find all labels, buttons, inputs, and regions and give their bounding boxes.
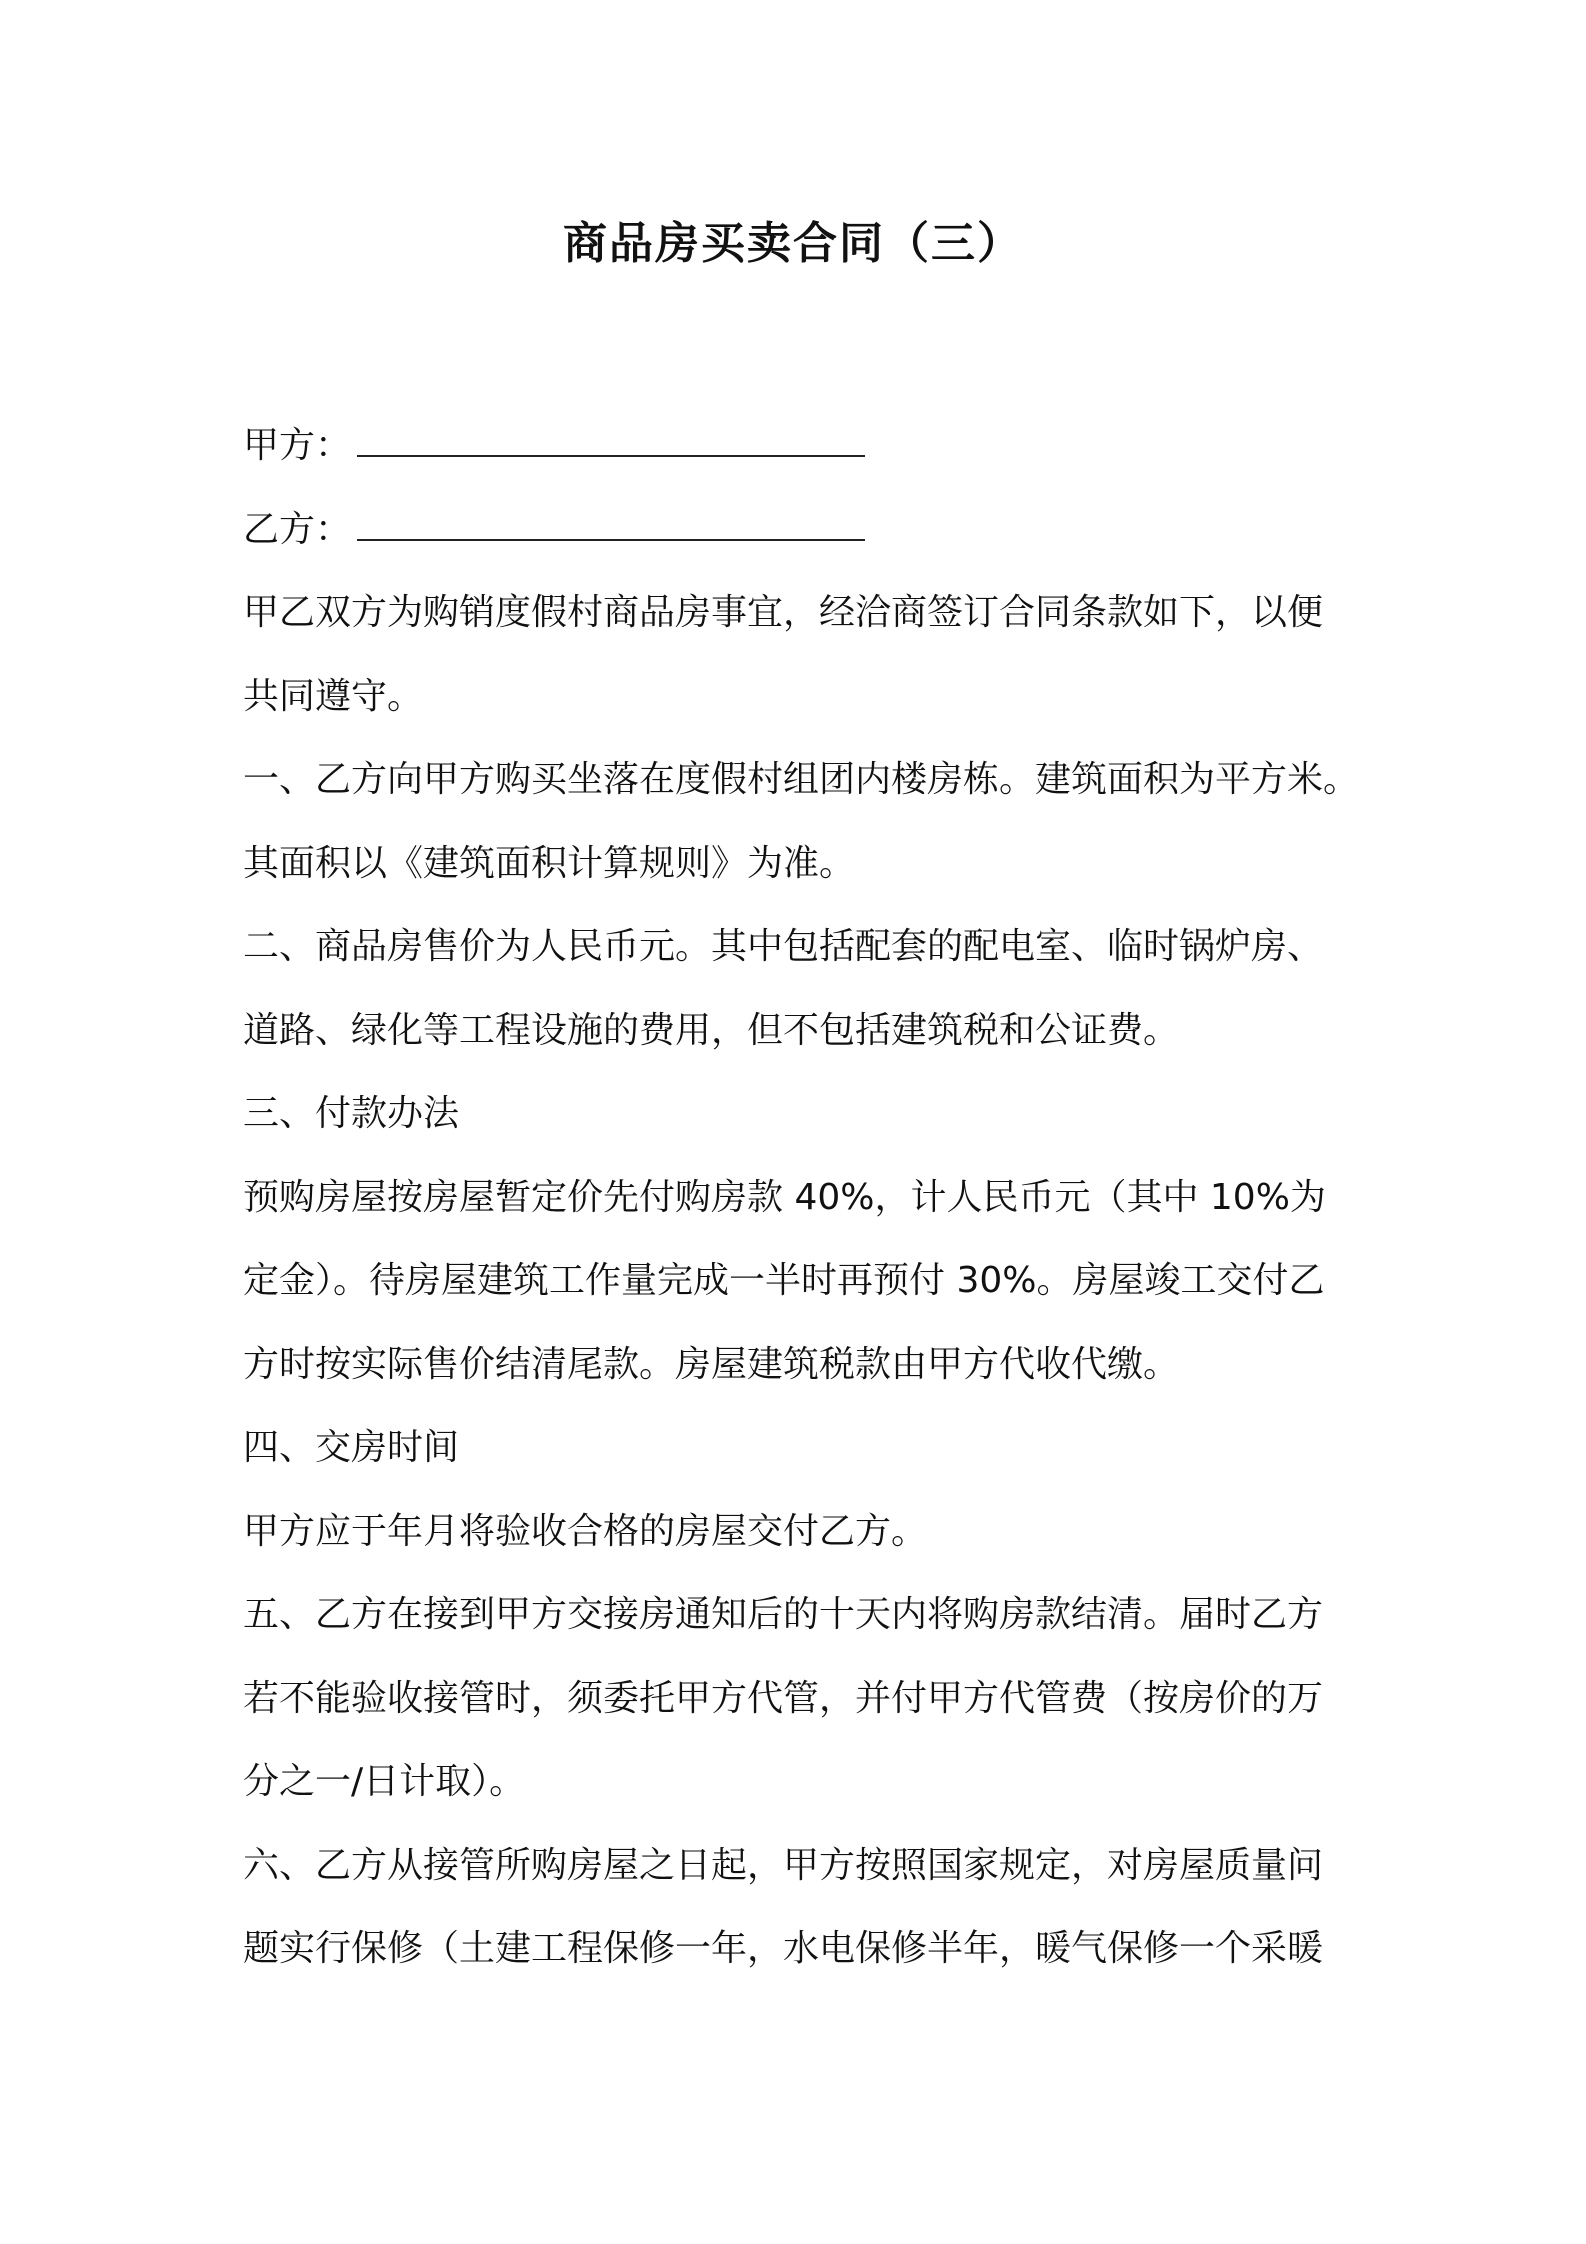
text-line: 若不能验收接管时，须委托甲方代管，并付甲方代管费（按房价的万 <box>243 1677 1324 1719</box>
text-line: 甲乙双方为购销度假村商品房事宜，经洽商签订合同条款如下，以便 <box>243 592 1324 633</box>
section-heading: 三、付款办法 <box>243 1093 460 1134</box>
text-line: 五、乙方在接到甲方交接房通知后的十天内将购房款结清。届时乙方 <box>243 1594 1324 1635</box>
party-b-blank-field <box>357 509 865 541</box>
party-b-line <box>243 488 1363 572</box>
party-a-label: 甲方： <box>243 425 352 466</box>
text-line: 预购房屋按房屋暂定价先付购房款 40%，计人民币元（其中 10%为 <box>243 1176 1326 1218</box>
text-line: 其面积以《建筑面积计算规则》为准。 <box>243 842 856 884</box>
text-line: 题实行保修（土建工程保修一年，水电保修半年，暖气保修一个采暖 <box>243 1928 1324 1969</box>
text-line: 共同遵守。 <box>243 675 424 717</box>
party-a-blank-field <box>357 425 865 457</box>
text-line: 二、商品房售价为人民币元。其中包括配套的配电室、临时锅炉房、 <box>243 926 1324 967</box>
party-b-label: 乙方： <box>243 508 352 550</box>
party-a-line <box>243 404 1363 488</box>
text-line: 方时按实际售价结清尾款。房屋建筑税款由甲方代收代缴。 <box>243 1343 1180 1385</box>
text-line: 一、乙方向甲方购买坐落在度假村组团内楼房栋。建筑面积为平方米。 <box>243 759 1360 800</box>
text-line: 甲方应于年月将验收合格的房屋交付乙方。 <box>243 1510 928 1552</box>
text-line: 定金）。待房屋建筑工作量完成一半时再预付 30%。房屋竣工交付乙 <box>243 1260 1325 1301</box>
contract-title: 商品房买卖合同（三） <box>563 218 1023 269</box>
text-line: 六、乙方从接管所购房屋之日起，甲方按照国家规定，对房屋质量问 <box>243 1844 1324 1886</box>
text-line: 分之一/日计取）。 <box>243 1761 526 1802</box>
contract-body <box>243 404 1363 1991</box>
text-line: 道路、绿化等工程设施的费用，但不包括建筑税和公证费。 <box>243 1009 1180 1051</box>
section-heading: 四、交房时间 <box>243 1427 460 1468</box>
